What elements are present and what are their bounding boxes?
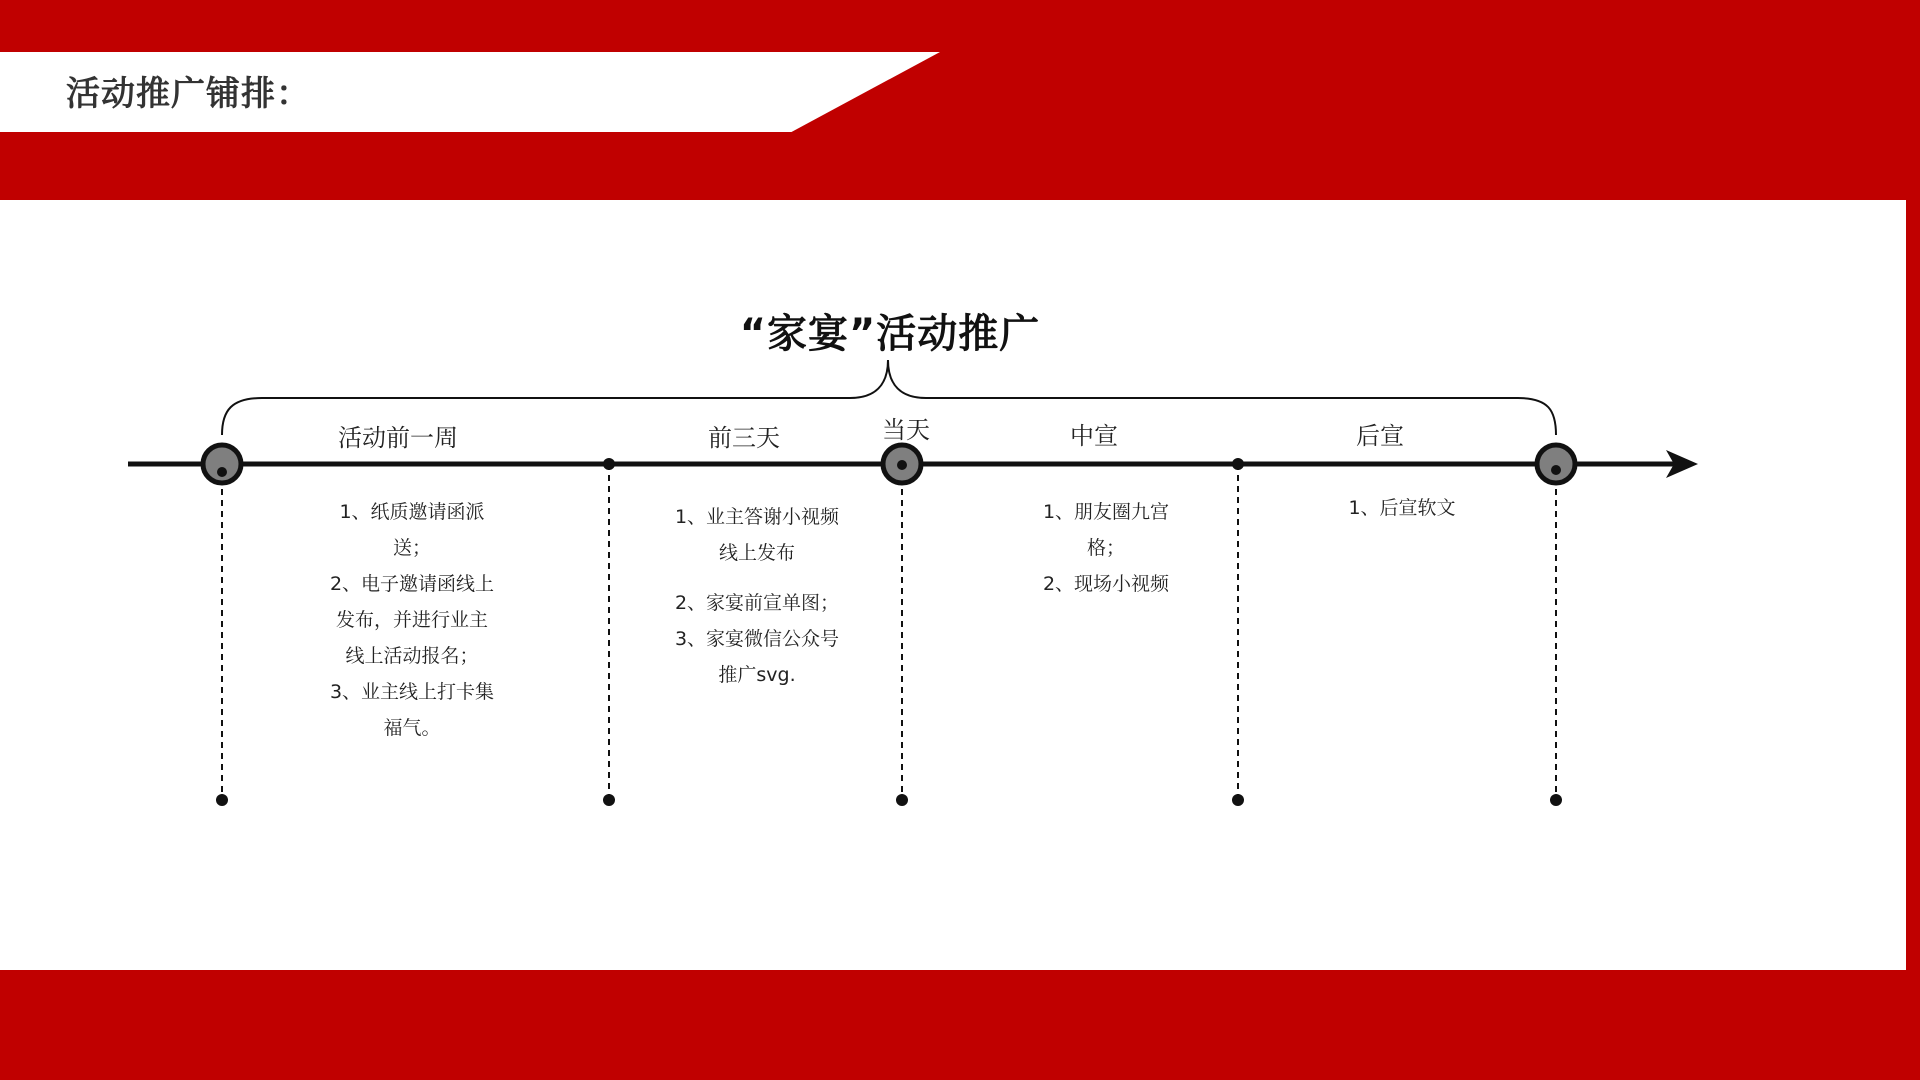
phase-item: 发布，并进行业主	[335, 609, 488, 631]
phase-item: 3、业主线上打卡集	[329, 681, 495, 703]
phase-item: 2、家宴前宣单图；	[674, 592, 840, 614]
phase-items-mid-promo	[1006, 494, 1206, 602]
drop-end-dot-2	[603, 794, 615, 806]
phase-items-week-before	[312, 494, 512, 746]
phase-item: 线上活动报名；	[345, 645, 479, 667]
phase-item: 1、纸质邀请函派	[339, 501, 485, 523]
axis-dot-2	[603, 458, 615, 470]
milestone-node-end	[1537, 445, 1575, 483]
slide-title: 活动推广铺排：	[66, 74, 311, 114]
phase-items-three-days-before	[647, 499, 867, 693]
phase-label-mid-promo: 中宣	[1070, 422, 1118, 450]
phase-items-post-promo	[1302, 490, 1502, 526]
phase-item: 1、朋友圈九宫	[1042, 501, 1170, 523]
drop-end-dot-1	[216, 794, 228, 806]
phase-item: 3、家宴微信公众号	[674, 628, 840, 650]
drop-end-dot-5	[1550, 794, 1562, 806]
milestone-node-start	[203, 445, 241, 483]
phase-item: 线上发布	[718, 542, 795, 564]
phase-label-week-before: 活动前一周	[338, 424, 458, 452]
phase-item: 格；	[1086, 537, 1125, 559]
phase-label-event-day: 当天	[882, 416, 930, 444]
axis-dot-4	[1232, 458, 1244, 470]
phase-label-three-days-before: 前三天	[708, 424, 780, 452]
phase-item: 送；	[392, 537, 431, 559]
drop-end-dot-4	[1232, 794, 1244, 806]
phase-label-post-promo: 后宣	[1356, 422, 1404, 450]
phase-item: 推广svg.	[718, 664, 796, 686]
phase-item: 1、业主答谢小视频	[674, 506, 840, 528]
diagram-title: “家宴”活动推广	[739, 311, 1041, 357]
phase-item: 2、电子邀请函线上	[329, 573, 495, 595]
milestone-node-day	[883, 445, 921, 483]
phase-item: 1、后宣软文	[1348, 497, 1456, 519]
drop-end-dot-3	[896, 794, 908, 806]
phase-item: 2、现场小视频	[1042, 573, 1170, 595]
phase-item: 福气。	[383, 717, 441, 739]
